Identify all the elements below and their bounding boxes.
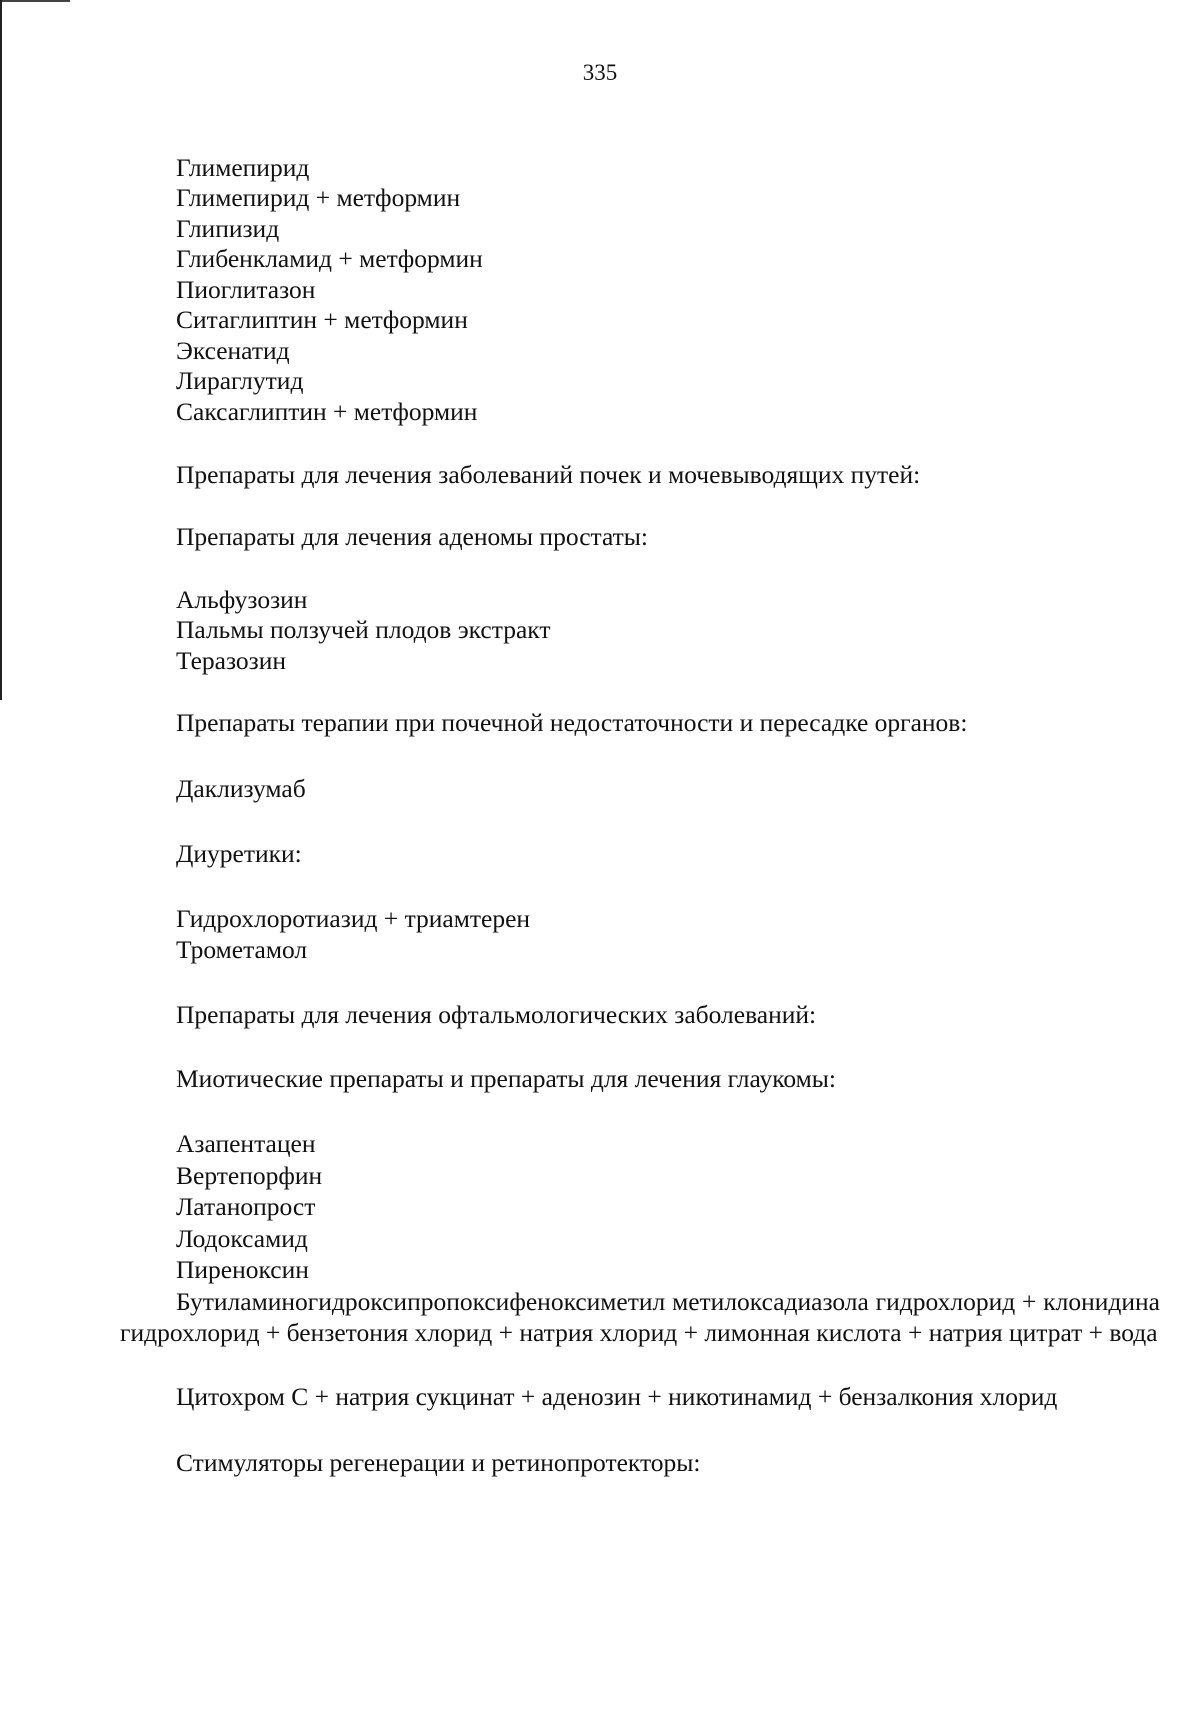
drug-item: Латанопрост (176, 1192, 316, 1221)
scan-edge-top (0, 0, 70, 2)
page-number: 335 (582, 60, 618, 85)
drug-item-text: Бутиламиногидроксипропоксифеноксиметил метилоксадиазола гидрохлорид + клонидина гидрохлорид + бензетония хлорид + натрия хлорид + лимонная кислота + натрия цитрат + вода (120, 1287, 1160, 1347)
drug-item: Пиоглитазон (176, 275, 316, 304)
section-heading: Стимуляторы регенерации и ретинопротекторы: (176, 1448, 701, 1477)
drug-item: Глибенкламид + метформин (176, 244, 483, 273)
drug-item: Пальмы ползучей плодов экстракт (176, 615, 551, 644)
drug-item: Азапентацен (176, 1129, 316, 1158)
drug-item-paragraph (120, 1286, 1160, 1348)
drug-item: Цитохром С + натрия сукцинат + аденозин + никотинамид + бензалкония хлорид (176, 1382, 1058, 1411)
drug-item: Глимепирид (176, 153, 310, 182)
drug-item: Саксаглиптин + метформин (176, 397, 478, 426)
drug-item: Альфузозин (176, 585, 308, 614)
drug-item: Глипизид (176, 214, 280, 243)
drug-item: Теразозин (176, 646, 287, 675)
scan-edge-left (0, 0, 2, 700)
section-heading: Препараты для лечения офтальмологических заболеваний: (176, 1000, 817, 1029)
section-heading: Миотические препараты и препараты для лечения глаукомы: (176, 1064, 836, 1093)
drug-item: Эксенатид (176, 336, 290, 365)
drug-item: Ситаглиптин + метформин (176, 305, 468, 334)
section-heading: Препараты для лечения заболеваний почек и мочевыводящих путей: (176, 460, 921, 489)
drug-item: Глимепирид + метформин (176, 183, 461, 212)
section-heading: Препараты для лечения аденомы простаты: (176, 522, 648, 551)
section-heading: Препараты терапии при почечной недостаточности и пересадке органов: (176, 708, 968, 737)
section-heading: Диуретики: (176, 839, 302, 868)
drug-item: Вертепорфин (176, 1161, 323, 1190)
drug-item: Лодоксамид (176, 1224, 308, 1253)
drug-item: Лираглутид (176, 366, 304, 395)
drug-item: Гидрохлоротиазид + триамтерен (176, 904, 531, 933)
drug-item: Трометамол (176, 935, 308, 964)
drug-item: Пиреноксин (176, 1255, 309, 1284)
drug-item: Даклизумаб (176, 774, 306, 803)
